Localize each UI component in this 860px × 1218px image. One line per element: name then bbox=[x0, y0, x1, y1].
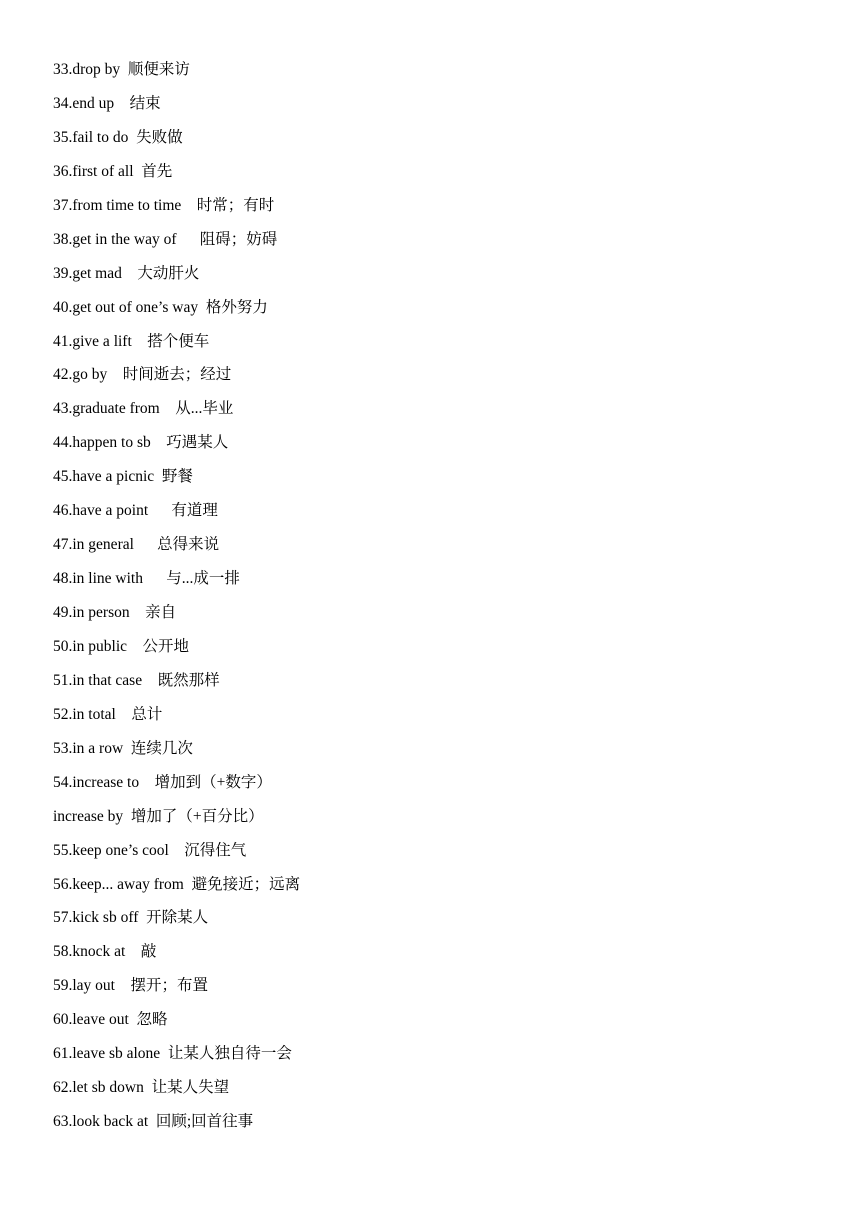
phrase-entry: 42.go by 时间逝去；经过 bbox=[53, 366, 232, 384]
phrase-entry: 59.lay out 摆开；布置 bbox=[53, 977, 208, 995]
phrase-entry: 46.have a point 有道理 bbox=[53, 502, 218, 520]
phrase-entry: 38.get in the way of 阻碍；妨碍 bbox=[53, 230, 278, 248]
phrase-entry: 34.end up 结束 bbox=[53, 94, 161, 112]
phrase-entry: 54.increase to 增加到（+数字） bbox=[53, 773, 272, 791]
phrase-entry: 35.fail to do 失败做 bbox=[53, 128, 183, 146]
phrase-entry: 41.give a lift 搭个便车 bbox=[53, 332, 210, 350]
phrase-entry: 56.keep... away from 避免接近；远离 bbox=[53, 875, 301, 893]
phrase-entry: 55.keep one’s cool 沉得住气 bbox=[53, 841, 247, 859]
phrase-entry: 57.kick sb off 开除某人 bbox=[53, 909, 209, 927]
phrase-entry: 61.leave sb alone 让某人独自待一会 bbox=[53, 1045, 292, 1063]
phrase-entry: 62.let sb down 让某人失望 bbox=[53, 1079, 230, 1097]
phrase-entry: 43.graduate from 从...毕业 bbox=[53, 400, 234, 418]
phrase-entry: 44.happen to sb 巧遇某人 bbox=[53, 434, 229, 452]
phrase-entry: 36.first of all 首先 bbox=[53, 162, 173, 180]
phrase-entry: 47.in general 总得来说 bbox=[53, 536, 220, 554]
phrase-entry: 52.in total 总计 bbox=[53, 705, 163, 723]
phrase-entry: 60.leave out 忽略 bbox=[53, 1011, 168, 1029]
phrase-entry: 63.look back at 回顾;回首往事 bbox=[53, 1113, 254, 1131]
phrase-entry: 33.drop by 顺便来访 bbox=[53, 61, 190, 78]
phrase-entry: 39.get mad 大动肝火 bbox=[53, 264, 200, 282]
phrase-entry: 58.knock at 敲 bbox=[53, 943, 157, 961]
phrase-list bbox=[53, 56, 300, 1142]
phrase-entry: 49.in person 亲自 bbox=[53, 604, 177, 621]
phrase-entry: 37.from time to time 时常；有时 bbox=[53, 196, 275, 214]
phrase-entry: 45.have a picnic 野餐 bbox=[53, 468, 193, 486]
phrase-entry: 48.in line with 与...成一排 bbox=[53, 570, 240, 588]
phrase-entry: 51.in that case 既然那样 bbox=[53, 671, 220, 689]
phrase-entry: 53.in a row 连续几次 bbox=[53, 739, 193, 757]
phrase-entry: 50.in public 公开地 bbox=[53, 637, 190, 655]
phrase-entry: increase by 增加了（+百分比） bbox=[53, 807, 264, 825]
phrase-entry: 40.get out of one’s way 格外努力 bbox=[53, 298, 268, 316]
